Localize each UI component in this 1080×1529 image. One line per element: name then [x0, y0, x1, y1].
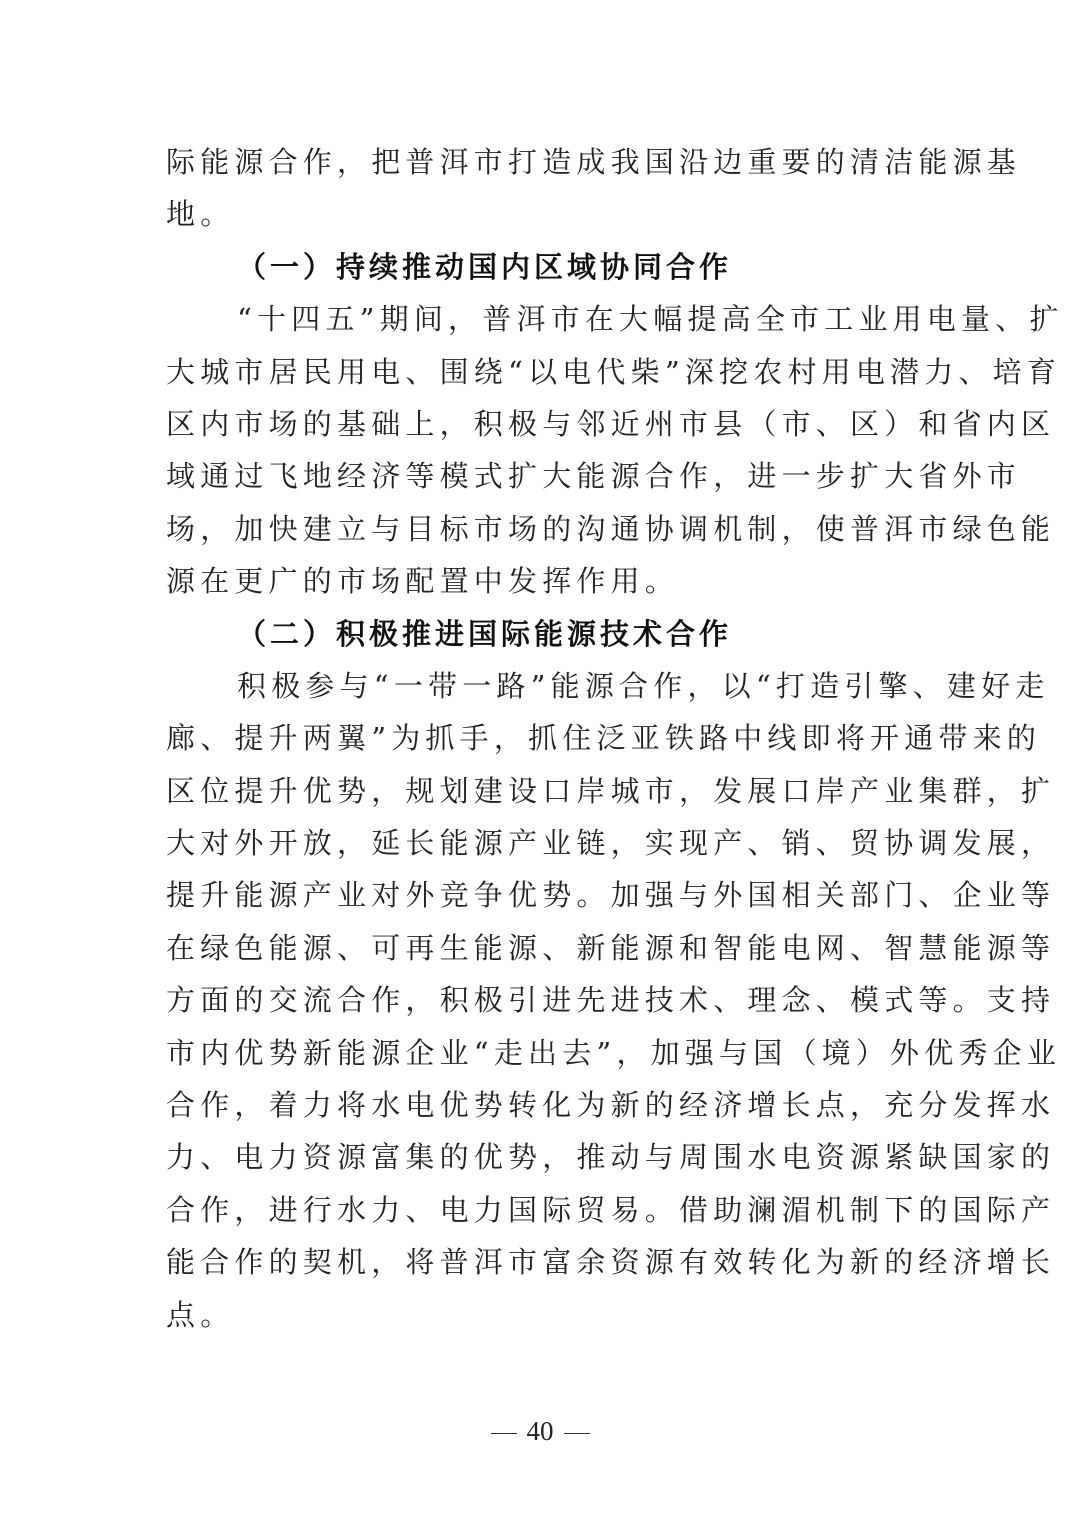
text-line: 能合作的契机，将普洱市富余资源有效转化为新的经济增长 [166, 1245, 1056, 1280]
text-line: 提升能源产业对外竞争优势。加强与外国相关部门、企业等 [166, 878, 1056, 913]
paragraph-start-line: 积极参与“一带一路”能源合作，以“打造引擎、建好走 [237, 668, 1050, 703]
text-line: 廊、提升两翼”为抓手，抓住泛亚铁路中线即将开通带来的 [166, 721, 1042, 756]
page-number-footer [0, 1416, 1080, 1447]
dash-right [564, 1433, 590, 1434]
text-line: 区内市场的基础上，积极与邻近州市县（市、区）和省内区 [166, 406, 1056, 441]
text-line: 市内优势新能源企业“走出去”，加强与国（境）外优秀企业 [166, 1035, 1062, 1070]
paragraph-start-line: “十四五”期间，普洱市在大幅提高全市工业用电量、扩 [237, 302, 1064, 337]
text-line: 在绿色能源、可再生能源、新能源和智能电网、智慧能源等 [166, 930, 1056, 965]
text-line: 场，加快建立与目标市场的沟通协调机制，使普洱市绿色能 [166, 511, 1056, 546]
text-line: 区位提升优势，规划建设口岸城市，发展口岸产业集群，扩 [166, 773, 1056, 808]
text-line: 点。 [166, 1297, 235, 1332]
text-line: 际能源合作，把普洱市打造成我国沿边重要的清洁能源基 [166, 145, 1022, 179]
section-heading-1: （一）持续推动国内区域协同合作 [237, 249, 733, 284]
text-line: 源在更广的市场配置中发挥作用。 [166, 564, 680, 599]
dash-left [491, 1433, 517, 1434]
text-line: 地。 [166, 197, 235, 232]
section-heading-2: （二）积极推进国际能源技术合作 [237, 616, 733, 651]
text-line: 合作，着力将水电优势转化为新的经济增长点，充分发挥水 [166, 1088, 1056, 1123]
text-line: 大对外开放，延长能源产业链，实现产、销、贸协调发展， [166, 826, 1056, 861]
text-line: 域通过飞地经济等模式扩大能源合作，进一步扩大省外市 [166, 459, 1022, 494]
page-number: 40 [526, 1416, 554, 1446]
document-body [166, 136, 1064, 1341]
text-line: 力、电力资源富集的优势，推动与周围水电资源紧缺国家的 [166, 1140, 1056, 1175]
text-line: 合作，进行水力、电力国际贸易。借助澜湄机制下的国际产 [166, 1192, 1056, 1227]
text-line: 方面的交流合作，积极引进先进技术、理念、模式等。支持 [166, 983, 1056, 1018]
text-line: 大城市居民用电、围绕“以电代柴”深挖农村用电潜力、培育 [166, 354, 1062, 389]
